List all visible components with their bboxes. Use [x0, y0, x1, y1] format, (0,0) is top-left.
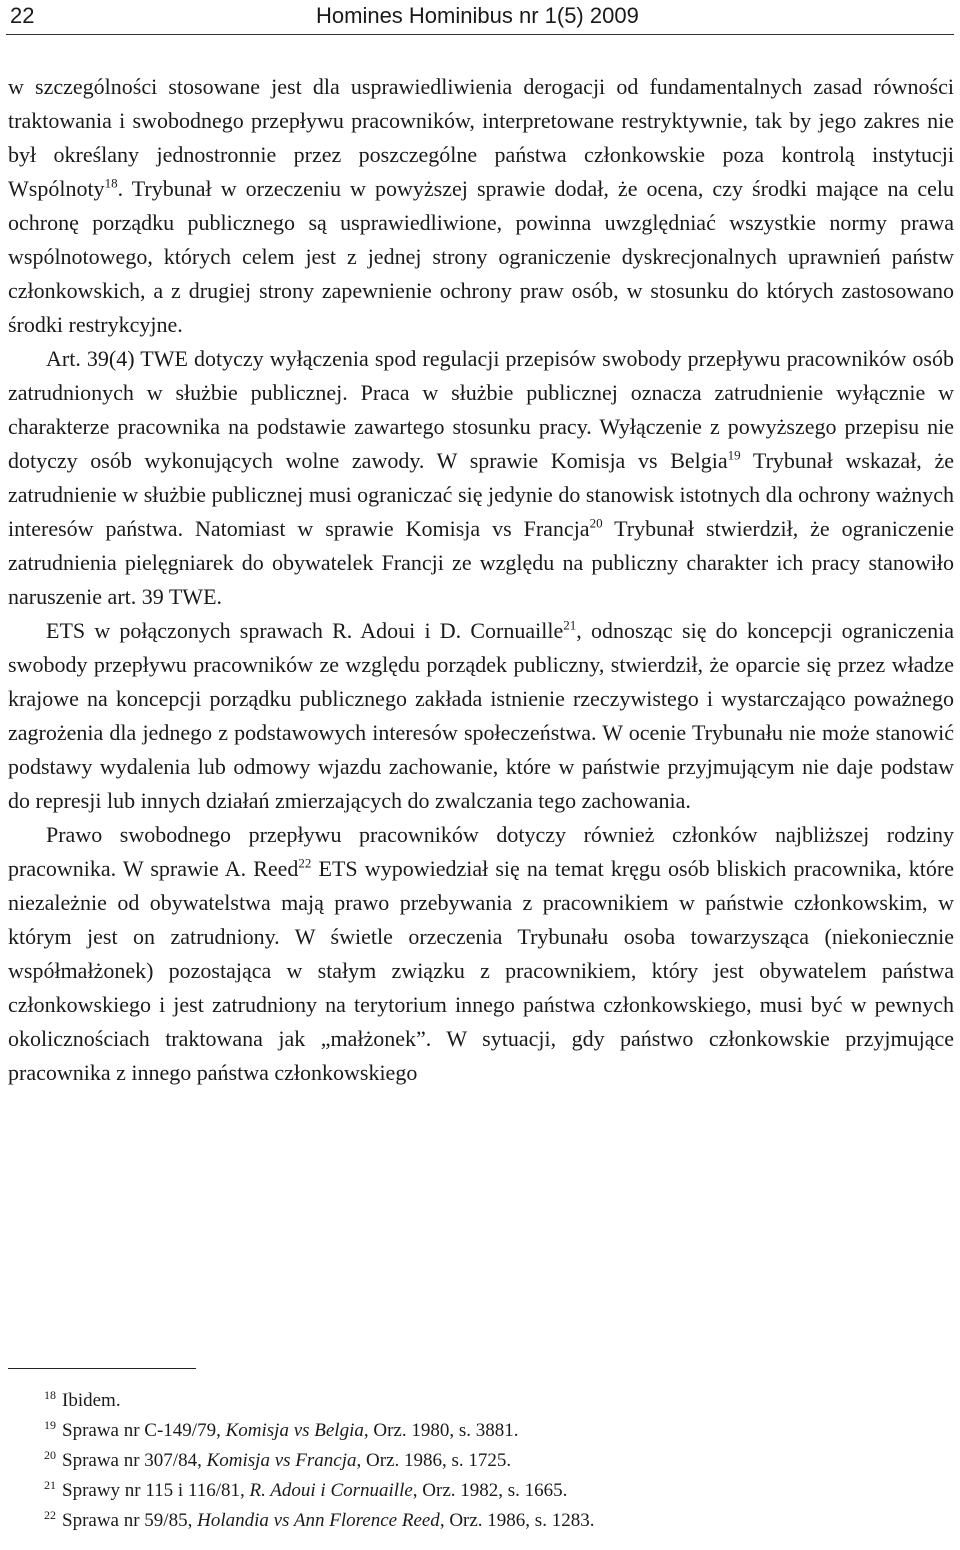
running-header [6, 0, 954, 35]
text-run: Trybunał wskazał, że zatrudnienie w służbie publicznej musi ograniczać się jedynie do stanowisk istotnych dla ochrony ważnych interesów państwa. Natomiast w sprawie Komisja vs Francja [8, 448, 955, 541]
footnotes [44, 1386, 944, 1536]
text-run: w szczególności stosowane jest dla usprawiedliwienia derogacji od fundamentalnych zasad równości traktowania i swobodnego przepływu pracowników, interpretowane restryktywnie, tak by jego zakres nie był określany jednostronnie przez poszczególne państwa członkowskie poza kontrolą instytucji Wspólnoty [8, 74, 954, 201]
text-run: Art. 39(4) TWE dotyczy wyłączenia spod regulacji przepisów swobody przepływu pracowników osób zatrudnionych w służbie publicznej. Praca w służbie publicznej oznacza zatrudnienie wyłącznie w charakterze pracownika na podstawie zawartego stosunku pracy. Wyłączenie z powyższego przepisu nie dotyczy osób wykonujących wolne zawody. W sprawie Komisja vs Belgia [8, 346, 954, 473]
case-name: Holandia vs Ann Florence Reed [197, 1510, 440, 1531]
footnote-number: 20 [44, 1447, 56, 1462]
text-run: Prawo swobodnego przepływu pracowników dotyczy również członków najbliższej rodziny pracownika. W sprawie A. Reed [8, 822, 954, 881]
footnote-number: 19 [44, 1417, 56, 1432]
case-name: R. Adoui i Cornuaille [249, 1480, 413, 1501]
footnote-ref-21: 21 [563, 617, 577, 633]
paragraph-1 [8, 70, 954, 342]
footnote-text: , Orz. 1986, s. 1283. [439, 1510, 595, 1531]
footnote-21 [44, 1476, 944, 1506]
footnote-ref-19: 19 [727, 447, 741, 463]
footnote-separator [8, 1368, 196, 1369]
text-run: Trybunał stwierdził, że ograniczenie zatrudnienia pielęgniarek do obywatelek Francji ze względu na publiczny charakter ich pracy stanowiło naruszenie art. 39 TWE. [8, 516, 954, 609]
footnote-number: 18 [44, 1387, 56, 1402]
page-number: 22 [10, 3, 35, 28]
footnote-20 [44, 1446, 944, 1476]
case-name: Komisja vs Belgia [225, 1420, 364, 1441]
text-run: . Trybunał w orzeczeniu w powyższej sprawie dodał, że ocena, czy środki mające na celu ochronę porządku publicznego są usprawiedliwione, powinna uwzględniać wszystkie normy prawa wspólnotowego, których celem jest z jednej strony ograniczenie dyskrecjonalnych uprawnień państw członkowskich, a z drugiej strony zapewnienie ochrony praw osób, w stosunku do których zastosowano środki restrykcyjne. [8, 176, 954, 337]
footnote-text: Sprawa nr C-149/79, [62, 1420, 226, 1441]
footnote-text: Sprawa nr 307/84, [62, 1450, 207, 1471]
footnote-text: , Orz. 1986, s. 1725. [356, 1450, 512, 1471]
footnote-ref-18: 18 [104, 175, 118, 191]
footnote-ref-22: 22 [298, 855, 312, 871]
paragraph-3 [8, 614, 954, 818]
paragraph-2 [8, 342, 954, 614]
footnote-text: Ibidem. [62, 1390, 121, 1411]
case-name: Komisja vs Francja [206, 1450, 357, 1471]
footnote-number: 21 [44, 1477, 56, 1492]
footnote-ref-20: 20 [589, 515, 603, 531]
paragraph-4 [8, 818, 954, 1090]
text-run: ETS w połączonych sprawach R. Adoui i D. Cornuaille [46, 618, 564, 643]
footnote-18 [44, 1386, 944, 1416]
footnote-text: , Orz. 1982, s. 1665. [412, 1480, 568, 1501]
footnote-22 [44, 1506, 944, 1536]
footnote-19 [44, 1416, 944, 1446]
footnote-text: , Orz. 1980, s. 3881. [363, 1420, 519, 1441]
footnote-text: Sprawy nr 115 i 116/81, [62, 1480, 250, 1501]
text-run: ETS wypowiedział się na temat kręgu osób bliskich pracownika, które niezależnie od obywatelstwa mają prawo przebywania z pracownikiem w państwie członkowskim, w którym jest on zatrudniony. W świetle orzeczenia Trybunału osoba towarzysząca (niekoniecznie współmałżonek) pozostająca w stałym związku z pracownikiem, który jest obywatelem państwa członkowskiego i jest zatrudniony na terytorium innego państwa członkowskiego, musi być w pewnych okolicznościach traktowana jak „małżonek”. W sytuacji, gdy państwo członkowskie przyjmujące pracownika z innego państwa członkowskiego [8, 856, 954, 1085]
journal-running-title: Homines Hominibus nr 1(5) 2009 [316, 3, 639, 28]
text-run: , odnosząc się do koncepcji ograniczenia swobody przepływu pracowników ze względu porządek publiczny, stwierdził, że oparcie się przez władze krajowe na koncepcji porządku publicznego zakłada istnienie rzeczywistego i wystarczająco poważnego zagrożenia dla jednego z podstawowych interesów społeczeństwa. W ocenie Trybunału nie może stanowić podstawy wydalenia lub odmowy wjazdu zachowanie, które w państwie przyjmującym nie daje podstaw do represji lub innych działań zmierzających do zwalczania tego zachowania. [8, 618, 954, 813]
footnote-text: Sprawa nr 59/85, [62, 1510, 198, 1531]
main-text [8, 70, 954, 1090]
footnote-number: 22 [44, 1507, 56, 1522]
